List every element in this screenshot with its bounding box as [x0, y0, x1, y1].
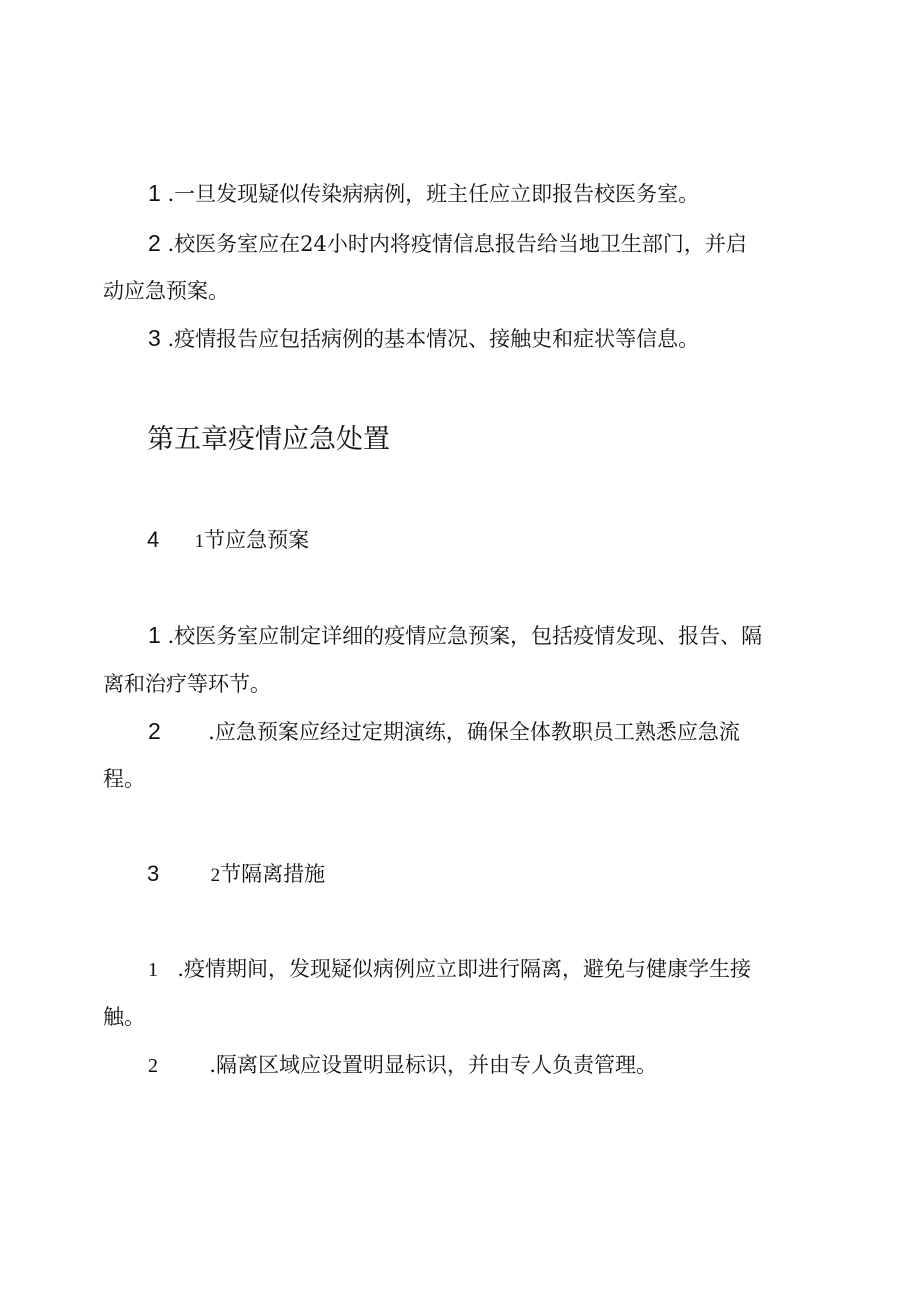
section-title: 节隔离措施	[220, 862, 326, 886]
item-number: 3	[148, 325, 161, 351]
section-title: 节应急预案	[204, 528, 310, 552]
item-text: .校医务室应制定详细的疫情应急预案，包括疫情发现、报告、隔	[167, 624, 763, 648]
list-item-continuation: 触。	[103, 1005, 145, 1029]
item-text: .一旦发现疑似传染病病例，班主任应立即报告校医务室。	[167, 182, 700, 206]
section-subnumber: 1	[194, 531, 205, 552]
section-heading	[147, 527, 309, 555]
section-subnumber: 2	[210, 865, 221, 886]
item-number: 2	[148, 718, 161, 744]
item-text: .隔离区域应设置明显标识，并由专人负责管理。	[209, 1053, 658, 1077]
list-item-continuation: 离和治疗等环节。	[103, 672, 271, 696]
list-item	[148, 230, 747, 257]
list-item	[148, 1052, 657, 1079]
chapter-title: 第五章疫情应急处置	[147, 424, 390, 455]
list-item-continuation: 程。	[103, 767, 145, 791]
list-item	[148, 718, 740, 745]
item-text: .疫情报告应包括病例的基本情况、接触史和症状等信息。	[167, 327, 700, 351]
item-text: .疫情期间，发现疑似病例应立即进行隔离，避免与健康学生接	[177, 957, 752, 981]
item-number: 2	[148, 230, 161, 256]
section-heading	[147, 861, 325, 889]
item-number: 1	[148, 180, 161, 206]
item-text: .校医务室应在24小时内将疫情信息报告给当地卫生部门，并启	[167, 232, 747, 256]
item-text: .应急预案应经过定期演练，确保全体教职员工熟悉应急流	[208, 720, 740, 744]
list-item	[148, 325, 699, 352]
list-item	[148, 956, 751, 983]
list-item	[148, 622, 762, 649]
section-number: 4	[147, 527, 160, 552]
item-number: 1	[148, 959, 158, 981]
section-number: 3	[147, 861, 160, 886]
item-number: 1	[148, 622, 161, 648]
list-item-continuation: 动应急预案。	[103, 279, 229, 303]
list-item	[148, 180, 699, 207]
item-number: 2	[148, 1055, 158, 1077]
